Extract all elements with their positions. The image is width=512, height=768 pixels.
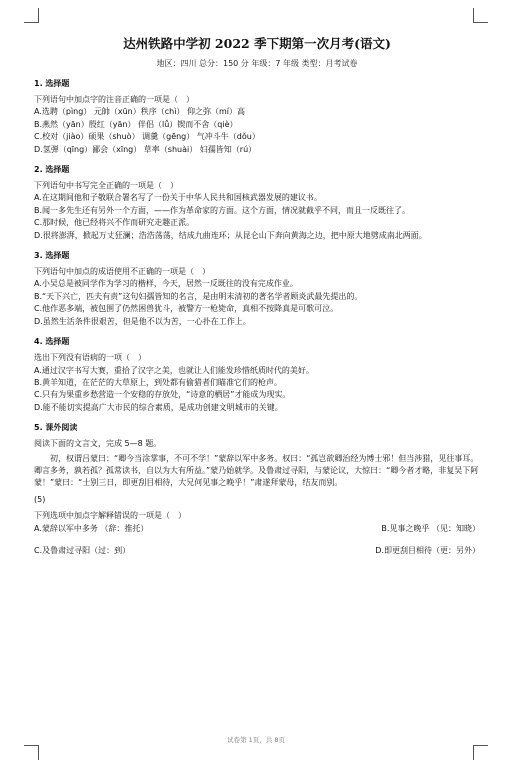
question-3: [34, 250, 480, 328]
option-row-cd: [34, 545, 480, 557]
option-b: B.黄羊知道，在茫茫的大草原上，到处都有偷猎者们瞄准它们的枪声。: [34, 377, 283, 387]
crop-mark-bottom-left: [24, 745, 39, 760]
crop-mark-top-right: [473, 8, 488, 23]
option-c: C.及鲁肃过寻阳（过：到）: [34, 545, 131, 555]
option-d: D.能不能切实提高广大市民的综合素质，是成功创建文明城市的关键。: [34, 402, 283, 412]
section-heading: 1. 选择题: [34, 79, 70, 88]
sub-question-number: (5): [34, 494, 46, 504]
option-d: D.很将澎湃，掀起万丈狂澜；浩浩荡荡，结成九曲连环；从昆仑山下奔向黄海之边，把中原大地劈成南北两面。: [34, 230, 427, 240]
option-a: A.在这期间他和子敬联合署名写了一份关于中华人民共和国核武器发展的建议书。: [34, 193, 322, 203]
question-stem: 下列选项中加点字解释错误的一项是（ ）: [34, 511, 186, 521]
option-a: A.小吴总是被同学作为学习的楷样，今天，居然一反既往的没有完成作业。: [34, 279, 298, 289]
reading-intro: 阅读下面的文言文，完成 5—8 题。: [34, 439, 162, 449]
option-c: C.校对（jiào）硕果（shuò） 调羹（gēng） 气冲斗牛（dǒu）: [34, 132, 260, 142]
section-heading: 2. 选择题: [34, 165, 70, 175]
option-d: D.氢弹（qīng）鄙会（xīng） 草率（shuài） 妇孺皆知（rú）: [34, 144, 257, 154]
option-b: B.闻一多先生还有另外一个方面，——作为革命家的方面。这个方面，情况就截乎不同，而且一反既往了。: [34, 205, 411, 215]
option-d: D.虽然生活条件很艰苦，但是他不以为苦，一心扑在工作上。: [34, 316, 251, 326]
option-c: C.他作恶多端，被包围了仍然困兽犹斗，被警方一枪毙命，真相不按降真是可歌可泣。: [34, 304, 339, 314]
option-b: B.见事之晚乎 （见：知晓）: [381, 523, 480, 533]
option-b: B.燕然（yān）殷红（yān） 伴侣（lǚ）锲而不舍（qiè）: [34, 119, 238, 129]
option-row-ab: [34, 523, 480, 535]
section-heading: 3. 选择题: [34, 251, 70, 261]
page-footer: 试卷第 1页，共 8页: [227, 736, 285, 744]
question-stem: 下列语句中书写完全正确的一项是（ ）: [34, 181, 178, 191]
question-2: [34, 164, 480, 242]
question-1: [34, 78, 480, 156]
option-a: A.蒙辞以军中多务 （辞：推托）: [34, 523, 149, 533]
question-stem: 下列语句中加点的成语使用不正确的一项是（ ）: [34, 267, 210, 277]
question-stem: 选出下列没有语病的一项（ ）: [34, 353, 146, 363]
option-a: A.选聘（pìng） 元帥（xūn）秩序（chì） 仰之弥（mí）高: [34, 107, 245, 117]
page-title: 达州铁路中学初 2022 季下期第一次月考(语文): [123, 36, 391, 51]
section-heading: 4. 选择题: [34, 337, 70, 347]
question-stem: 下列语句中加点字的注音正确的一项是（ ）: [34, 95, 194, 104]
exam-page: [34, 36, 480, 557]
option-c: C.那时候，他已经将兴不作而研究走趣正派。: [34, 218, 195, 228]
option-d: D.即更刮目相待（更：另外）: [375, 545, 480, 555]
question-5: [34, 422, 480, 557]
classical-passage: 初，权谓吕蒙曰：“卿今当涂掌事，不可不学！”蒙辞以军中多务。权曰：“孤岂欲卿治经为博士邪！但当涉猎，见往事耳。卿言多务，孰若孤？孤常读书，自以为大有所益。”蒙乃始就学。及鲁肃过寻阳，与蒙论议，大惊曰：“卿今者才略，非复吴下阿蒙！”蒙曰：“士别三日，即更刮目相待，大兄何见事之晚乎！”肃遂拜蒙母，结友而别。: [34, 453, 479, 488]
exam-meta: 地区：四川 总分：150 分 年级：7 年级 类型：月考试卷: [156, 59, 358, 68]
option-c: C.只有为果重乡愁营造一个安稳的存放处，“诗意的栖居”才能成为现实。: [34, 390, 291, 400]
crop-mark-top-left: [24, 8, 39, 23]
crop-mark-bottom-right: [473, 745, 488, 760]
question-4: [34, 336, 480, 414]
section-heading: 5. 课外阅读: [34, 423, 78, 433]
option-b: B.“天下兴亡，匹夫有责”这句妇孺皆知的名言，是由明末清初的著名学者顾炎武最先提出的。: [34, 291, 363, 301]
option-a: A.通过汉字书写大赛，重拾了汉字之美，也就让人们能发珍惜纸质时代的美好。: [34, 365, 314, 375]
